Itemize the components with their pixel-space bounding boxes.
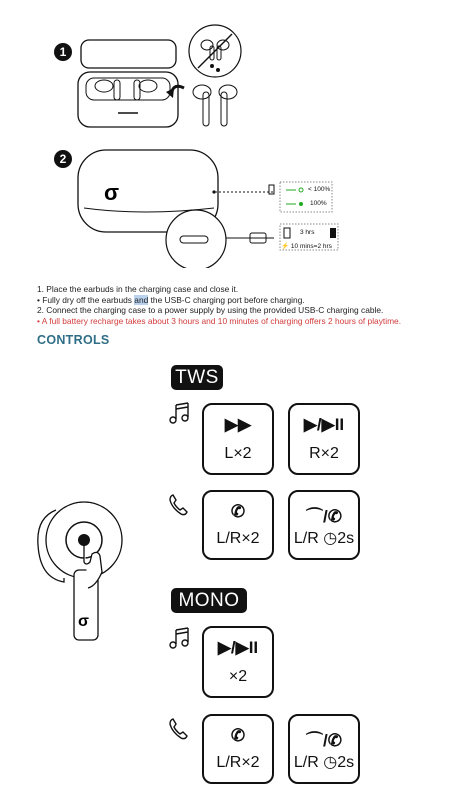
next-track-card — [202, 403, 274, 475]
play-pause-card — [288, 403, 360, 475]
instruction-line-3: 2. Connect the charging case to a power supply by using the provided USB-C charging cable. — [37, 305, 384, 316]
end-reject-call-card — [288, 490, 360, 560]
earbud-tap-illustration — [36, 500, 128, 650]
tws-badge: TWS — [171, 365, 223, 390]
mono-badge: MONO — [171, 588, 247, 613]
mono-play-pause-card — [202, 626, 274, 698]
instruction-line-2-part-a: • Fully dry off the earbuds — [37, 294, 135, 305]
charge-time-full: 3 hrs — [300, 229, 315, 236]
instruction-line-4: • A full battery recharge takes about 3 hours and 10 minutes of charging offers 2 hours of playtime. — [37, 315, 402, 326]
earbuds-pair-illustration — [188, 82, 244, 130]
step-1-number: 1 — [54, 43, 72, 61]
answer-call-gesture: L/R×2 — [216, 530, 260, 547]
next-track-gesture: L×2 — [224, 445, 252, 462]
charge-time-quick: ⚡ 10 mins=2 hrs — [281, 243, 332, 250]
step-2-number: 2 — [54, 150, 72, 168]
mono-play-pause-gesture: ×2 — [228, 668, 248, 685]
dry-earbuds-icon — [188, 24, 248, 80]
play-pause-icon: ▶/▶II — [303, 415, 345, 434]
answer-call-icon: ✆ — [230, 502, 246, 521]
svg-text:σ: σ — [78, 613, 89, 630]
instruction-line-1: 1. Place the earbuds in the charging case and close it. — [37, 284, 239, 294]
mono-end-reject-call-icon: ⌒/✆ — [306, 731, 342, 750]
svg-text:σ: σ — [104, 180, 120, 205]
answer-call-card — [202, 490, 274, 560]
mono-play-pause-icon: ▶/▶II — [217, 638, 259, 657]
instruction-line-2-part-b: the USB-C charging port before charging. — [148, 294, 305, 305]
mono-end-reject-call-gesture: L/R ◷2s — [293, 754, 355, 771]
phone-icon — [168, 493, 190, 517]
end-reject-call-icon: ⌒/✆ — [306, 507, 342, 526]
instruction-line-2 — [37, 295, 456, 306]
next-track-icon: ▶▶ — [224, 415, 252, 434]
music-note-icon — [168, 401, 192, 425]
mono-answer-call-gesture: L/R×2 — [216, 754, 260, 771]
phone-icon-mono — [168, 717, 190, 741]
instruction-line-2-highlight: and — [134, 294, 149, 305]
mono-answer-call-card — [202, 714, 274, 784]
mono-answer-call-icon: ✆ — [230, 726, 246, 745]
controls-title: CONTROLS — [37, 333, 110, 347]
quick-charge-text: 10 mins=2 hrs — [290, 243, 332, 250]
music-note-icon-mono — [168, 626, 192, 650]
case-charging-illustration — [74, 148, 274, 268]
mono-end-reject-call-card — [288, 714, 360, 784]
instructions-block — [37, 284, 456, 326]
charge-full-label: 100% — [310, 200, 327, 207]
charge-low-label: < 100% — [308, 186, 331, 193]
end-reject-call-gesture: L/R ◷2s — [293, 530, 355, 547]
play-pause-gesture: R×2 — [309, 445, 339, 462]
